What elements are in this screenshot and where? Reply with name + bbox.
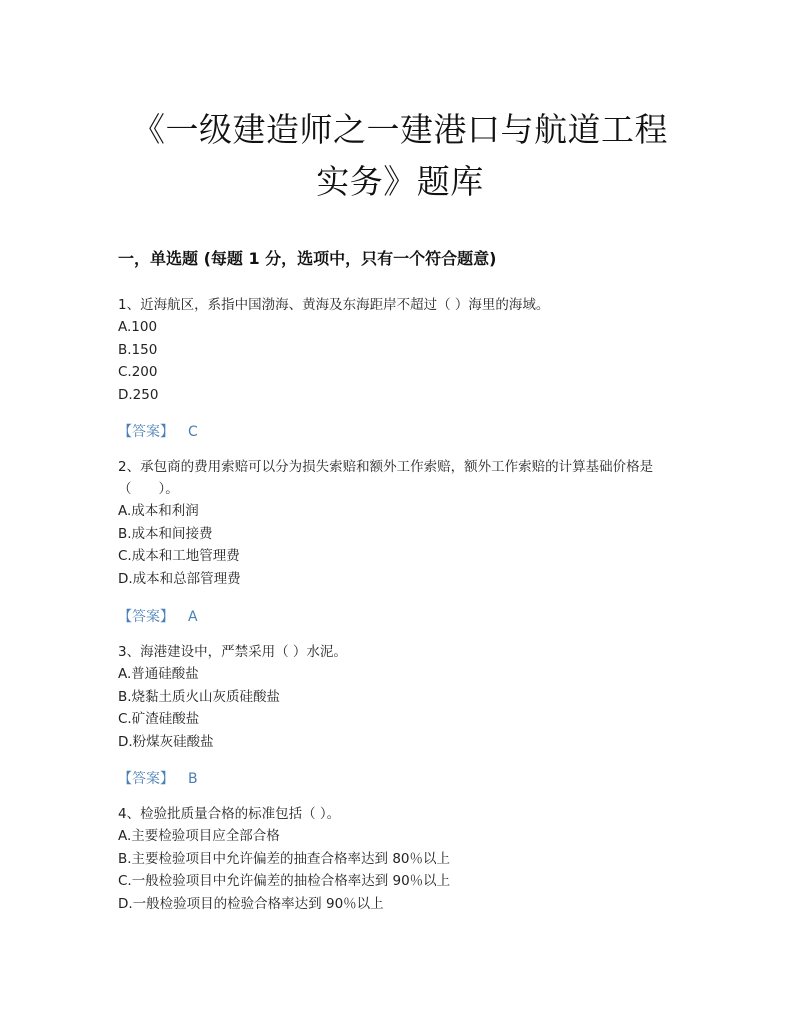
document-title-line-1: 《一级建造师之一建港口与航道工程 (132, 110, 668, 149)
answer-value: C (188, 424, 198, 440)
question-stem: 3、海港建设中，严禁采用（ ）水泥。 (118, 644, 347, 660)
question-option: A.100 (118, 319, 158, 335)
question-option: C.200 (118, 364, 158, 380)
question-stem: 2、承包商的费用索赔可以分为损失索赔和额外工作索赔，额外工作索赔的计算基础价格是（ ）。 (118, 459, 654, 497)
answer-3 (118, 768, 198, 788)
question-option: A.成本和利润 (118, 503, 199, 519)
answer-label: 【答案】 (118, 771, 174, 787)
answer-2 (118, 606, 198, 626)
question-3 (118, 641, 678, 753)
question-option: A.主要检验项目应全部合格 (118, 828, 280, 844)
question-option: B.烧黏土质火山灰质硅酸盐 (118, 688, 281, 705)
question-option: D.250 (118, 386, 159, 403)
question-option: B.主要检验项目中允许偏差的抽查合格率达到 80％以上 (118, 850, 451, 867)
question-stem: 4、检验批质量合格的标准包括（ ）。 (118, 806, 341, 822)
question-option: D.成本和总部管理费 (118, 570, 241, 587)
document-title (80, 104, 720, 208)
question-4 (118, 803, 678, 915)
question-option: B.150 (118, 341, 158, 358)
answer-label: 【答案】 (118, 609, 174, 625)
answer-label: 【答案】 (118, 424, 174, 440)
question-option: D.一般检验项目的检验合格率达到 90％以上 (118, 895, 384, 912)
question-stem: 1、近海航区，系指中国渤海、黄海及东海距岸不超过（ ）海里的海域。 (118, 297, 550, 313)
document-title-line-2: 实务》题库 (316, 162, 484, 201)
answer-value: A (188, 609, 198, 625)
question-option: A.普通硅酸盐 (118, 666, 199, 682)
answer-1 (118, 421, 198, 441)
answer-value: B (188, 771, 198, 787)
question-option: C.成本和工地管理费 (118, 548, 240, 564)
section-heading: 一，单选题 (每题 1 分，选项中，只有一个符合题意) (118, 249, 497, 268)
question-2 (118, 456, 678, 590)
question-option: C.一般检验项目中允许偏差的抽检合格率达到 90％以上 (118, 873, 451, 889)
question-option: C.矿渣硅酸盐 (118, 711, 200, 727)
question-1 (118, 294, 678, 406)
question-option: D.粉煤灰硅酸盐 (118, 733, 214, 750)
question-option: B.成本和间接费 (118, 525, 213, 542)
